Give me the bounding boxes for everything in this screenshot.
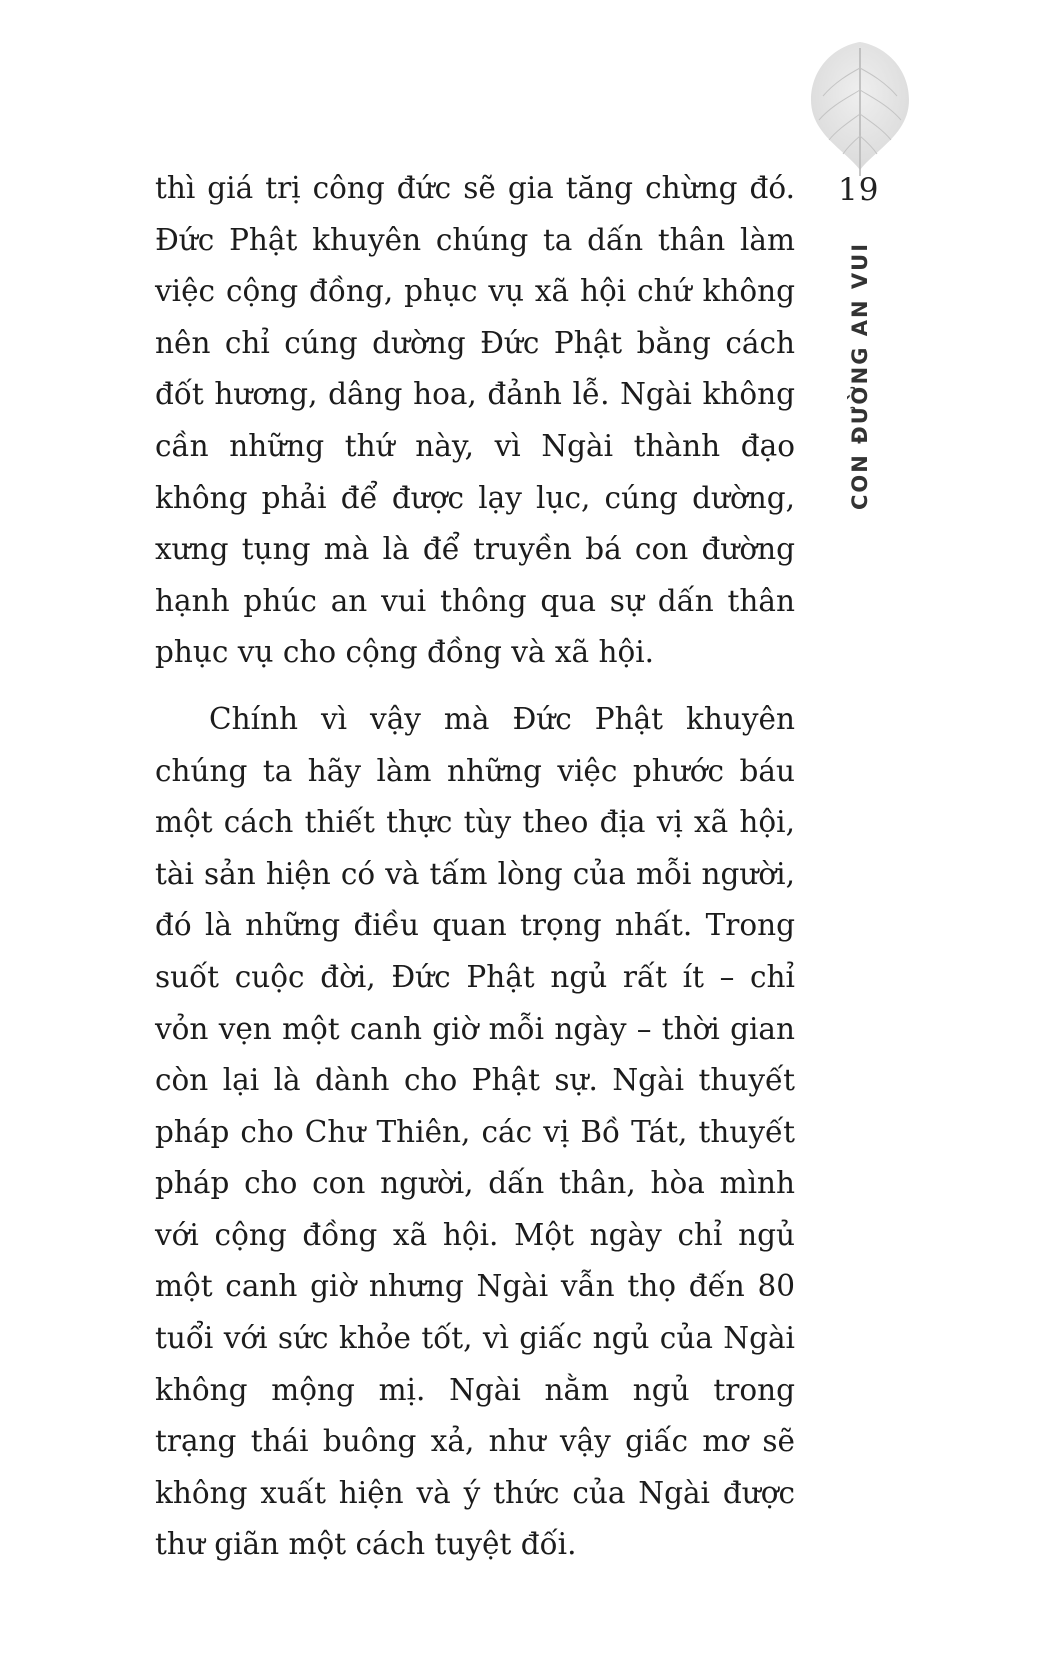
bodhi-leaf-icon [805,38,915,178]
paragraph: thì giá trị công đức sẽ gia tăng chừng đó. Đức Phật khuyên chúng ta dấn thân làm việc cộng đồng, phục vụ xã hội chứ không nên chỉ cúng dường Đức Phật bằng cách đốt hương, dâng hoa, đảnh lễ. Ngài không cần những thứ này, vì Ngài thành đạo không phải để được lạy lục, cúng dường, xưng tụng mà là để truyền bá con đường hạnh phúc an vui thông qua sự dấn thân phục vụ cho cộng đồng và xã hội. [155,171,795,670]
body-text [155,163,795,1571]
paragraph: Chính vì vậy mà Đức Phật khuyên chúng ta hãy làm những việc phước báu một cách thiết thực tùy theo địa vị xã hội, tài sản hiện có và tấm lòng của mỗi người, đó là những điều quan trọng nhất. Trong suốt cuộc đời, Đức Phật ngủ rất ít – chỉ vỏn vẹn một canh giờ mỗi ngày – thời gian còn lại là dành cho Phật sự. Ngài thuyết pháp cho Chư Thiên, các vị Bồ Tát, thuyết pháp cho con người, dấn thân, hòa mình với cộng đồng xã hội. Một ngày chỉ ngủ một canh giờ nhưng Ngài vẫn thọ đến 80 tuổi với sức khỏe tốt, vì giấc ngủ của Ngài không mộng mị. Ngài nằm ngủ trong trạng thái buông xả, như vậy giấc mơ sẽ không xuất hiện và ý thức của Ngài được thư giãn một cách tuyệt đối. [155,701,795,1562]
page-number: 19 [838,172,880,208]
running-title-text: CON ĐƯỜNG AN VUI [848,241,872,510]
